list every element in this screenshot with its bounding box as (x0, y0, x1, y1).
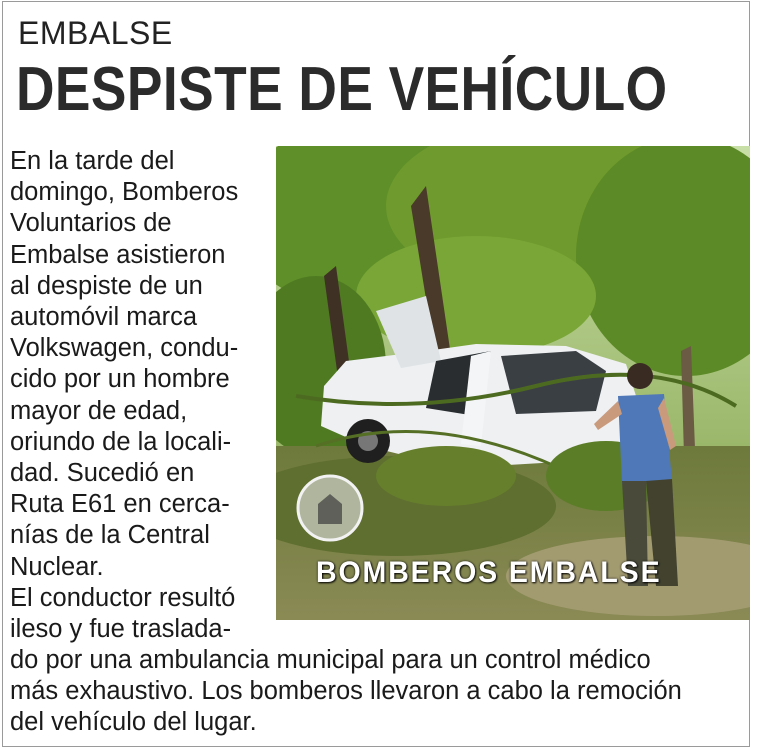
body-line: automóvil marca (10, 303, 198, 332)
body-line: Ruta E61 en cerca- (10, 490, 230, 519)
body-line: Voluntarios de (10, 209, 172, 238)
body-line: cido por un hombre (10, 365, 230, 394)
body-line: mayor de edad, (10, 396, 188, 425)
body-line: Volkswagen, condu- (10, 334, 239, 363)
body-line: dad. Sucedió en (10, 459, 195, 488)
body-line: más exhaustivo. Los bomberos llevaron a cabo la remoción (10, 677, 682, 706)
body-line: En la tarde del (10, 147, 175, 175)
accident-photo-illustration (276, 146, 750, 620)
body-line: Embalse asistieron (10, 240, 226, 269)
body-line: oriundo de la locali- (10, 427, 232, 456)
body-line: nías de la Central (10, 521, 210, 550)
article-body-full-width (10, 645, 750, 739)
section-kicker: EMBALSE (18, 15, 173, 51)
body-line: Nuclear. (10, 552, 104, 581)
body-line: ileso y fue traslada- (10, 615, 232, 644)
accident-photo (276, 146, 750, 620)
headline: DESPISTE DE VEHÍCULO (16, 55, 668, 124)
photo-watermark: BOMBEROS EMBALSE (316, 556, 662, 589)
body-line: El conductor resultó (10, 583, 236, 612)
body-line: do por una ambulancia municipal para un control médico (10, 646, 651, 674)
body-line: al despiste de un (10, 271, 203, 300)
article-body-column (10, 146, 272, 645)
body-line: del vehículo del lugar. (10, 708, 257, 737)
body-line: domingo, Bomberos (10, 178, 239, 207)
